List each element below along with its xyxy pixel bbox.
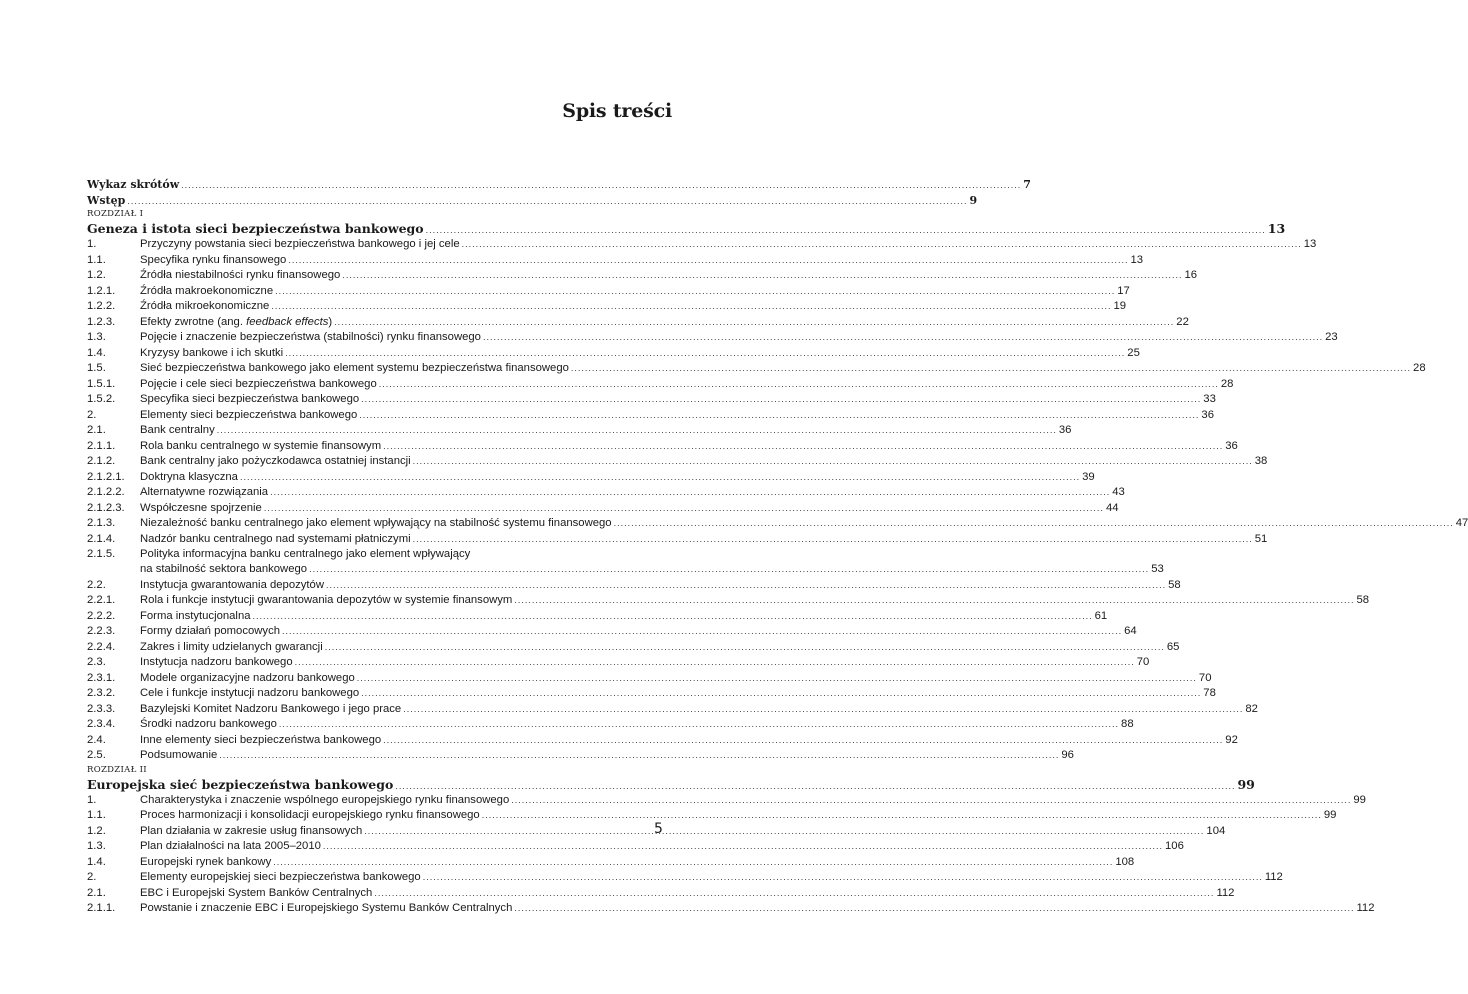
toc-entry — [87, 193, 978, 209]
dot-leader — [288, 253, 1128, 269]
toc-entry-number: 2.3.3. — [87, 702, 116, 715]
toc-entry-number: 2.3. — [87, 656, 106, 668]
dot-leader — [334, 315, 1174, 331]
toc-entry-page: 112 — [1264, 871, 1283, 883]
toc-entry — [87, 220, 1286, 237]
toc-entry-title: Wstęp — [87, 193, 126, 207]
dot-leader — [361, 392, 1201, 408]
toc-entry-number: 1.3. — [87, 840, 106, 852]
toc-entry — [87, 454, 1268, 470]
toc-entry — [87, 516, 1468, 532]
dot-leader — [275, 284, 1115, 300]
toc-entry-page: 99 — [1353, 793, 1366, 806]
dot-leader — [325, 640, 1165, 656]
toc-entry-number: 2.5. — [87, 749, 106, 761]
toc-entry-page: 70 — [1136, 656, 1150, 668]
toc-entry-number: 2.1.2.3. — [87, 501, 125, 514]
toc-entry-title: Plan działania w zakresie usług finansowych — [140, 824, 363, 837]
toc-entry — [87, 793, 1366, 809]
toc-entry-number: 1.4. — [87, 855, 106, 868]
dot-leader — [514, 901, 1354, 917]
toc-entry — [87, 501, 1119, 517]
toc-entry-title: Rola banku centralnego w systemie finansowym — [140, 439, 382, 452]
toc-entry-title: Doktryna klasyczna — [140, 470, 238, 483]
dot-leader — [285, 346, 1125, 362]
toc-entry — [87, 609, 1108, 625]
toc-entry — [87, 315, 1189, 331]
toc-entry-title: Środki nadzoru bankowego — [140, 718, 277, 730]
toc-entry-title: Zakres i limity udzielanych gwarancji — [140, 640, 323, 653]
dot-leader — [342, 268, 1182, 284]
dot-leader — [271, 299, 1111, 315]
toc-entry — [87, 562, 1164, 578]
toc-entry — [87, 361, 1426, 377]
toc-entry-title: Przyczyny powstania sieci bezpieczeństwa bankowego i jej cele — [140, 238, 460, 250]
dot-leader — [383, 439, 1223, 455]
dot-leader — [383, 733, 1223, 749]
toc-entry-page: 7 — [1023, 178, 1031, 191]
toc-entry-number: 2.2.4. — [87, 640, 116, 653]
toc-entry — [87, 824, 1226, 840]
toc-entry-title — [140, 315, 332, 331]
toc-entry-title: Bank centralny jako pożyczkodawca ostatniej instancji — [140, 455, 411, 467]
toc-entry-page: 9 — [969, 193, 978, 207]
toc-entry — [87, 839, 1184, 855]
toc-entry-title: Instytucja nadzoru bankowego — [140, 656, 293, 668]
toc-entry-title: Kryzysy bankowe i ich skutki — [140, 346, 284, 359]
dot-leader — [357, 671, 1197, 687]
toc-entry — [87, 439, 1238, 455]
dot-leader — [514, 593, 1354, 609]
toc-entry-page: 16 — [1184, 269, 1198, 281]
toc-entry-title: Europejski rynek bankowy — [140, 855, 272, 868]
toc-entry — [87, 702, 1258, 718]
dot-leader — [279, 717, 1119, 733]
toc-entry — [87, 284, 1130, 300]
toc-entry-number: 1.4. — [87, 346, 106, 359]
table-of-contents — [87, 177, 1468, 917]
toc-entry-title: Niezależność banku centralnego jako element wpływający na stabilność systemu finansowego — [140, 517, 612, 529]
toc-entry — [87, 470, 1095, 486]
toc-entry-number: 1.2.3. — [87, 315, 116, 328]
toc-entry — [87, 593, 1370, 609]
toc-entry-page: 43 — [1112, 486, 1125, 498]
toc-entry-number: 2.2.1. — [87, 594, 116, 606]
toc-entry — [87, 392, 1216, 408]
toc-entry — [87, 671, 1212, 687]
toc-entry — [87, 330, 1338, 346]
toc-entry — [87, 423, 1072, 439]
toc-entry-title: Źródła makroekonomiczne — [140, 284, 274, 297]
toc-entry-title: Geneza i istota sieci bezpieczeństwa bankowego — [87, 221, 424, 236]
toc-entry-title: Elementy europejskiej sieci bezpieczeństwa bankowego — [140, 871, 421, 883]
toc-entry-page: 28 — [1413, 362, 1426, 374]
toc-entry — [87, 901, 1375, 917]
toc-entry — [87, 268, 1198, 284]
toc-entry-number: 1.3. — [87, 331, 106, 343]
dot-leader — [413, 454, 1253, 470]
dot-leader — [282, 624, 1122, 640]
toc-entry — [87, 748, 1074, 764]
toc-entry-number: 2.1.1. — [87, 902, 116, 914]
toc-entry-title: Forma instytucjonalna — [140, 609, 251, 622]
toc-entry — [87, 578, 1181, 594]
dot-leader — [273, 855, 1113, 871]
toc-entry-number: 1.2. — [87, 269, 106, 281]
toc-entry — [87, 686, 1216, 702]
chapter-label: ROZDZIAŁ II — [87, 764, 147, 775]
toc-entry-title: Sieć bezpieczeństwa bankowego jako element systemu bezpieczeństwa finansowego — [140, 362, 569, 374]
dot-leader — [483, 330, 1323, 346]
toc-entry-page: 36 — [1225, 439, 1238, 452]
dot-leader — [240, 470, 1080, 486]
dot-leader — [571, 361, 1411, 377]
toc-entry-page: 99 — [1237, 776, 1255, 792]
toc-entry-number: 1.5. — [87, 362, 106, 374]
toc-entry-page: 22 — [1176, 315, 1189, 328]
toc-entry — [87, 177, 1031, 193]
dot-leader — [127, 194, 967, 210]
toc-entry-title: Nadzór banku centralnego nad systemami płatniczymi — [140, 532, 411, 545]
toc-entry-page: 82 — [1245, 702, 1258, 715]
toc-entry-number: 2.1. — [87, 886, 106, 899]
toc-entry — [87, 655, 1150, 671]
toc-entry-page: 65 — [1166, 640, 1180, 653]
toc-entry-number: 2.1.3. — [87, 517, 116, 529]
toc-entry-page: 108 — [1115, 855, 1135, 868]
toc-entry-page: 112 — [1356, 902, 1375, 914]
dot-leader — [423, 870, 1263, 886]
toc-entry-title: Pojęcie i znaczenie bezpieczeństwa (stabilności) rynku finansowego — [140, 331, 481, 343]
chapter-label: ROZDZIAŁ I — [87, 209, 144, 219]
toc-entry-number: 2.1.4. — [87, 532, 116, 545]
dot-leader — [253, 609, 1093, 625]
toc-entry-page: 96 — [1061, 749, 1074, 761]
toc-entry-title: Formy działań pomocowych — [140, 625, 281, 637]
toc-entry — [87, 377, 1234, 393]
toc-entry — [87, 346, 1140, 362]
toc-entry — [87, 717, 1134, 733]
toc-entry-title: na stabilność sektora bankowego — [140, 563, 308, 575]
toc-entry-page: 13 — [1267, 221, 1286, 236]
toc-entry-title-part: ) — [328, 315, 333, 328]
dot-leader — [181, 178, 1021, 194]
toc-entry-page: 13 — [1130, 253, 1144, 266]
toc-entry-page: 61 — [1094, 609, 1108, 622]
page-number: 5 — [654, 821, 663, 837]
toc-entry-number: 1.5.2. — [87, 393, 116, 405]
toc-entry-number: 2.2.2. — [87, 609, 116, 622]
dot-leader — [614, 516, 1454, 532]
toc-entry-page: 36 — [1201, 408, 1214, 421]
toc-entry-title-italic: feedback effects — [246, 315, 329, 328]
toc-entry-title: Powstanie i znaczenie EBC i Europejskiego Systemu Banków Centralnych — [140, 902, 513, 914]
toc-entry-page: 33 — [1203, 393, 1216, 405]
toc-entry-number: 2.1.2.2. — [87, 486, 125, 498]
toc-entry-title: Bazylejski Komitet Nadzoru Bankowego i jego prace — [140, 702, 402, 715]
toc-entry — [87, 253, 1144, 269]
toc-entry-title: Współczesne spojrzenie — [140, 501, 262, 514]
toc-entry-title: Instytucja gwarantowania depozytów — [140, 578, 324, 591]
toc-entry-title: Cele i funkcje instytucji nadzoru bankowego — [140, 687, 360, 699]
toc-entry-page: 78 — [1203, 687, 1216, 699]
toc-entry-page: 51 — [1254, 532, 1268, 545]
toc-entry — [87, 408, 1214, 424]
toc-entry — [87, 485, 1125, 501]
toc-entry-number: 1. — [87, 793, 97, 806]
toc-entry-title: Elementy sieci bezpieczeństwa bankowego — [140, 408, 358, 421]
toc-entry-number: 2.2.3. — [87, 625, 116, 637]
toc-entry-number: 2.3.1. — [87, 671, 116, 684]
dot-leader — [361, 686, 1201, 702]
toc-entry-title: Plan działalności na lata 2005–2010 — [140, 840, 321, 852]
dot-leader — [511, 793, 1351, 809]
toc-entry-number: 2.4. — [87, 733, 106, 746]
toc-entry-page: 19 — [1113, 300, 1127, 312]
toc-entry-page: 104 — [1206, 824, 1226, 837]
toc-entry — [87, 547, 661, 562]
toc-entry-title: Bank centralny — [140, 424, 215, 436]
toc-entry-page: 36 — [1058, 424, 1072, 436]
dot-leader — [359, 408, 1199, 424]
dot-leader — [264, 501, 1104, 517]
toc-entry-title: EBC i Europejski System Banków Centralnych — [140, 886, 373, 899]
dot-leader — [379, 377, 1219, 393]
toc-entry — [87, 299, 1127, 315]
toc-entry-title: Pojęcie i cele sieci bezpieczeństwa bankowego — [140, 377, 377, 390]
dot-leader — [413, 532, 1253, 548]
toc-entry-title: Polityka informacyjna banku centralnego jako element wpływający — [140, 548, 471, 560]
toc-entry-title: Charakterystyka i znaczenie wspólnego europejskiego rynku finansowego — [140, 793, 510, 806]
toc-entry-page: 23 — [1325, 331, 1338, 343]
toc-entry-title: Podsumowanie — [140, 749, 218, 761]
toc-entry-title: Modele organizacyjne nadzoru bankowego — [140, 671, 355, 684]
toc-entry-page: 53 — [1151, 563, 1164, 575]
toc-entry-title: Rola i funkcje instytucji gwarantowania depozytów w systemie finansowym — [140, 594, 513, 606]
toc-entry-title: Specyfika rynku finansowego — [140, 253, 287, 266]
toc-entry-number: 1. — [87, 238, 97, 250]
toc-entry — [87, 870, 1283, 886]
dot-leader — [403, 702, 1243, 718]
toc-entry — [87, 640, 1180, 656]
dot-leader — [295, 655, 1135, 671]
toc-entry-title-part: Efekty zwrotne (ang. — [140, 315, 247, 328]
toc-entry-title: Źródła niestabilności rynku finansowego — [140, 269, 341, 281]
toc-entry-number: 2.2. — [87, 578, 106, 591]
page-title: Spis treści — [562, 100, 672, 122]
toc-entry-number: 2.1.2.1. — [87, 470, 125, 483]
toc-entry-title: Alternatywne rozwiązania — [140, 486, 269, 498]
toc-entry-page: 88 — [1121, 718, 1134, 730]
toc-entry-title: Europejska sieć bezpieczeństwa bankowego — [87, 776, 394, 792]
toc-entry — [87, 808, 1337, 824]
toc-entry-number: 2.1. — [87, 424, 106, 436]
toc-entry — [87, 532, 1268, 548]
dot-leader — [309, 562, 1149, 578]
toc-entry-number: 2.1.2. — [87, 455, 116, 467]
toc-entry-number: 1.5.1. — [87, 377, 116, 390]
toc-entry — [87, 237, 1317, 253]
toc-entry-page: 58 — [1168, 578, 1181, 591]
dot-leader — [217, 423, 1057, 439]
toc-entry-number: 1.2.2. — [87, 300, 116, 312]
dot-leader — [364, 824, 1204, 840]
toc-entry — [87, 855, 1135, 871]
toc-entry-page: 47 — [1455, 517, 1468, 529]
toc-entry-title: Wykaz skrótów — [87, 178, 180, 191]
toc-entry-page: 17 — [1117, 284, 1130, 297]
toc-entry-page: 64 — [1124, 625, 1137, 637]
toc-entry-number: 2. — [87, 408, 97, 421]
toc-entry — [87, 886, 1235, 902]
toc-entry-title: Źródła mikroekonomiczne — [140, 300, 270, 312]
toc-entry-number: 2.1.1. — [87, 439, 116, 452]
toc-entry-number: 1.1. — [87, 253, 106, 266]
toc-entry — [87, 733, 1238, 749]
toc-entry-page: 44 — [1105, 501, 1119, 514]
toc-entry-title: Specyfika sieci bezpieczeństwa bankowego — [140, 393, 360, 405]
toc-entry — [87, 624, 1137, 640]
toc-entry-page: 106 — [1165, 840, 1184, 852]
toc-entry-page: 25 — [1127, 346, 1140, 359]
toc-entry-title: Inne elementy sieci bezpieczeństwa bankowego — [140, 733, 382, 746]
toc-entry-page: 99 — [1323, 809, 1337, 821]
toc-entry-number: 2. — [87, 871, 97, 883]
toc-entry-title: Proces harmonizacji i konsolidacji europejskiego rynku finansowego — [140, 809, 480, 821]
toc-entry-page: 58 — [1356, 594, 1370, 606]
toc-entry-page: 38 — [1254, 455, 1268, 467]
toc-entry-number: 1.2. — [87, 824, 106, 837]
toc-entry-page: 28 — [1220, 377, 1234, 390]
dot-leader — [326, 578, 1166, 594]
toc-entry-page: 13 — [1303, 238, 1317, 250]
toc-entry — [87, 776, 1255, 793]
toc-entry-page: 39 — [1082, 470, 1095, 483]
toc-entry-number: 1.1. — [87, 809, 106, 821]
toc-entry-number: 2.3.4. — [87, 718, 116, 730]
toc-entry-number: 2.1.5. — [87, 548, 116, 560]
dot-leader — [482, 808, 1322, 824]
toc-entry-number: 2.3.2. — [87, 687, 116, 699]
dot-leader — [462, 237, 1302, 253]
dot-leader — [323, 839, 1163, 855]
dot-leader — [219, 748, 1059, 764]
toc-entry-page: 70 — [1198, 671, 1212, 684]
dot-leader — [270, 485, 1110, 501]
toc-entry-number: 1.2.1. — [87, 284, 116, 297]
toc-entry-page: 92 — [1225, 733, 1238, 746]
toc-entry-page: 112 — [1216, 886, 1235, 899]
dot-leader — [374, 886, 1214, 902]
